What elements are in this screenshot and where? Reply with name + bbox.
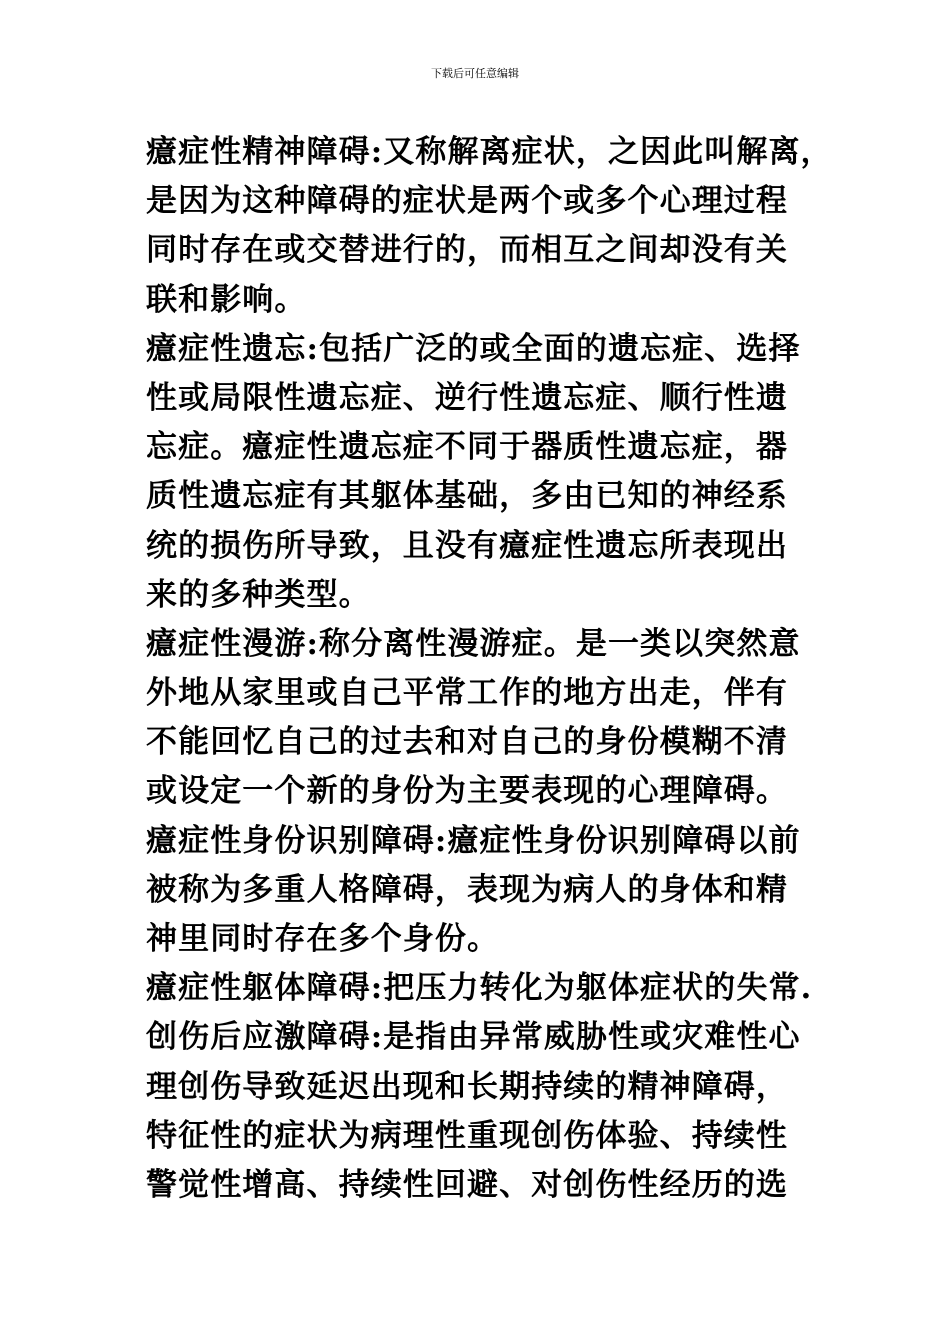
text-line: 癔症性遗忘:包括广泛的或全面的遗忘症、选择: [146, 330, 801, 367]
text-line: 不能回忆自己的过去和对自己的身份模糊不清: [146, 724, 788, 761]
page-header-note: 下载后可任意编辑: [431, 67, 519, 80]
text-line: 创伤后应激障碍:是指由异常威胁性或灾难性心: [146, 1019, 801, 1056]
text-line: 特征性的症状为病理性重现创伤体验、持续性: [146, 1117, 788, 1154]
text-line: 理创伤导致延迟出现和长期持续的精神障碍，: [146, 1068, 788, 1105]
text-line: 外地从家里或自己平常工作的地方出走，伴有: [146, 675, 788, 712]
text-line: 癔症性漫游:称分离性漫游症。是一类以突然意: [146, 625, 801, 662]
document-body: [146, 128, 836, 1210]
text-line: 是因为这种障碍的症状是两个或多个心理过程: [146, 183, 788, 220]
text-line: 性或局限性遗忘症、逆行性遗忘症、顺行性遗: [146, 379, 788, 416]
text-line: 联和影响。: [146, 281, 307, 318]
text-line: 癔症性躯体障碍:把压力转化为躯体症状的失常.: [146, 970, 813, 1007]
text-line: 神里同时存在多个身份。: [146, 921, 500, 957]
text-line: 癔症性精神障碍:又称解离症状，之因此叫解离，: [146, 134, 833, 170]
text-line: 来的多种类型。: [146, 576, 371, 613]
text-line: 癔症性身份识别障碍:癔症性身份识别障碍以前: [146, 822, 801, 859]
text-line: 或设定一个新的身份为主要表现的心理障碍。: [146, 773, 788, 810]
text-line: 警觉性增高、持续性回避、对创伤性经历的选: [146, 1166, 788, 1203]
text-line: 忘症。癔症性遗忘症不同于器质性遗忘症，器: [146, 429, 788, 466]
text-line: 同时存在或交替进行的，而相互之间却没有关: [146, 232, 788, 269]
text-line: 被称为多重人格障碍，表现为病人的身体和精: [146, 871, 788, 908]
text-line: 质性遗忘症有其躯体基础，多由已知的神经系: [146, 478, 788, 515]
text-line: 统的损伤所导致，且没有癔症性遗忘所表现出: [146, 527, 788, 564]
